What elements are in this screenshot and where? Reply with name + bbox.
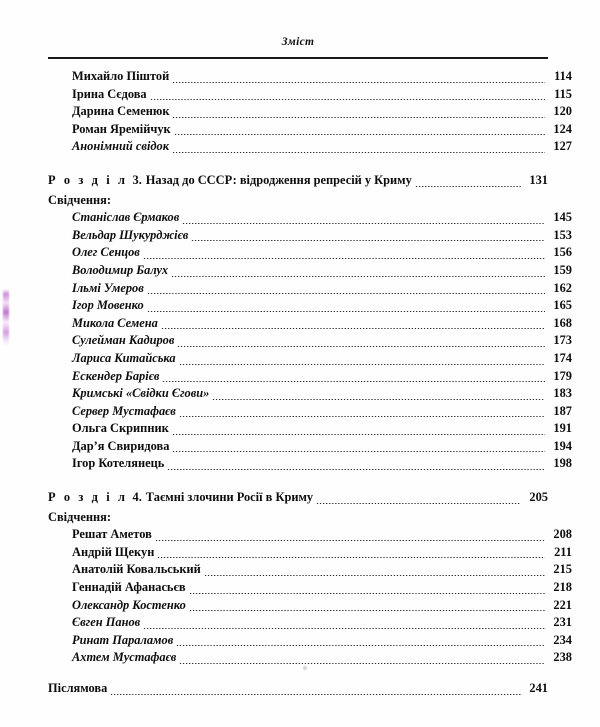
toc-entry-page-number: 162 <box>553 280 572 295</box>
scan-artifact-left-edge <box>3 289 9 346</box>
toc-entry[interactable] <box>48 103 572 121</box>
toc-chapter-title-group <box>48 489 316 507</box>
toc-entry-page-number: 183 <box>553 386 572 401</box>
toc-group-opening <box>48 68 572 156</box>
leader-dots <box>191 230 545 242</box>
toc-entry[interactable] <box>48 297 572 315</box>
leader-dots <box>162 371 545 383</box>
toc-entry[interactable] <box>48 68 572 86</box>
toc-entry-page-number: 165 <box>553 298 572 313</box>
toc-entry[interactable] <box>48 315 572 333</box>
toc-entry-page-number: 124 <box>553 121 572 136</box>
toc-entry-page-number: 234 <box>553 632 572 647</box>
toc-chapter-heading[interactable] <box>48 489 548 507</box>
toc-group-closing <box>48 680 548 698</box>
leader-dots <box>179 354 545 366</box>
toc-entry[interactable] <box>48 86 572 104</box>
toc-entry[interactable] <box>48 455 572 473</box>
table-of-contents <box>48 68 572 698</box>
toc-entry-title: Дарина Семенюк <box>72 104 170 119</box>
leader-dots <box>172 441 545 453</box>
toc-entry[interactable] <box>48 121 572 139</box>
toc-entry-page-number: 221 <box>553 597 572 612</box>
toc-entry-title: Євген Панов <box>72 615 141 630</box>
toc-entry-title: Роман Яремійчук <box>72 121 171 136</box>
toc-group-chapter-entries <box>48 526 572 667</box>
toc-entry-title: Володимир Балух <box>72 262 169 277</box>
toc-entry-page-number: 208 <box>553 527 572 542</box>
toc-entry-page-number: 191 <box>553 421 572 436</box>
leader-dots <box>177 336 545 348</box>
leader-dots <box>189 583 545 595</box>
toc-entry-title: Ринат Параламов <box>72 632 174 647</box>
chapter-number: 3. <box>132 172 142 187</box>
leader-dots <box>415 176 521 188</box>
toc-entry-page-number: 159 <box>553 262 572 277</box>
toc-entry[interactable] <box>48 680 548 698</box>
toc-entry-title: Станіслав Єрмаков <box>72 210 180 225</box>
leader-dots <box>171 266 545 278</box>
toc-entry-title: Решат Аметов <box>72 527 152 542</box>
toc-entry[interactable] <box>48 403 572 421</box>
toc-entry-page-number: 115 <box>554 86 572 101</box>
toc-entry-page-number: 156 <box>553 245 572 260</box>
toc-entry[interactable] <box>48 332 572 350</box>
toc-entry[interactable] <box>48 385 572 403</box>
leader-dots <box>161 318 545 330</box>
leader-dots <box>212 389 545 401</box>
leader-dots <box>143 248 545 260</box>
chapter-number: 4. <box>132 490 142 505</box>
leader-dots <box>143 618 545 630</box>
toc-entry[interactable] <box>48 350 572 368</box>
toc-entry-title: Анонімний свідок <box>72 139 170 154</box>
toc-entry-page-number: 238 <box>553 650 572 665</box>
toc-entry[interactable] <box>48 597 572 615</box>
chapter-page-number: 131 <box>529 172 548 187</box>
toc-entry[interactable] <box>48 209 572 227</box>
toc-entry[interactable] <box>48 262 572 280</box>
chapter-section-label: Свідчення: <box>48 509 111 524</box>
leader-dots <box>110 684 521 696</box>
toc-entry-title: Лариса Китайська <box>72 350 176 365</box>
leader-dots <box>155 530 545 542</box>
toc-entry-page-number: 241 <box>529 681 548 695</box>
leader-dots <box>182 213 545 225</box>
toc-entry-title: Ахтем Мустафаєв <box>72 650 177 665</box>
leader-dots <box>172 142 545 154</box>
toc-entry-title: Ігор Котелянець <box>72 456 165 471</box>
toc-entry-title: Ескендер Барієв <box>72 368 160 383</box>
toc-entry[interactable] <box>48 420 572 438</box>
toc-entry-title: Микола Семена <box>72 315 158 330</box>
toc-entry[interactable] <box>48 579 572 597</box>
leader-dots <box>172 72 545 84</box>
toc-entry-title: Михайло Піштой <box>72 69 170 83</box>
toc-entry-page-number: 187 <box>553 403 572 418</box>
running-head: Зміст <box>281 36 315 48</box>
toc-entry-title: Андрій Щекун <box>72 544 155 559</box>
chapter-section-label: Свідчення: <box>48 192 111 207</box>
leader-dots <box>147 301 545 313</box>
chapter-title: Таємні злочини Росії в Криму <box>145 490 314 505</box>
leader-dots <box>176 635 545 647</box>
toc-entry-title: Олександр Костенко <box>72 597 186 612</box>
toc-entry-page-number: 127 <box>553 139 572 154</box>
toc-entry-page-number: 120 <box>553 104 572 119</box>
leader-dots <box>172 424 545 436</box>
leader-dots <box>172 107 545 119</box>
leader-dots <box>179 406 545 418</box>
toc-entry[interactable] <box>48 438 572 456</box>
toc-entry-title: Сулейман Кадиров <box>72 333 175 348</box>
toc-entry-page-number: 168 <box>553 315 572 330</box>
toc-group-chapter-entries <box>48 209 572 473</box>
header-rule <box>48 57 548 59</box>
toc-entry-page-number: 218 <box>553 580 572 595</box>
toc-entry-title: Сервер Мустафаєв <box>72 403 176 418</box>
leader-dots <box>167 459 545 471</box>
toc-entry[interactable] <box>48 649 572 667</box>
toc-entry[interactable] <box>48 227 572 245</box>
leader-dots <box>204 565 545 577</box>
toc-entry[interactable] <box>48 368 572 386</box>
toc-entry[interactable] <box>48 280 572 298</box>
chapter-title: Назад до СССР: відродження репресій у Криму <box>145 172 412 187</box>
toc-entry-page-number: 211 <box>554 544 572 559</box>
toc-entry-page-number: 114 <box>554 69 572 83</box>
toc-entry-title: Ігор Мовенко <box>72 298 144 313</box>
toc-entry-page-number: 173 <box>553 333 572 348</box>
toc-entry[interactable] <box>48 561 572 579</box>
toc-entry-title: Дар’я Свиридова <box>72 438 170 453</box>
leader-dots <box>150 89 545 101</box>
chapter-label: Р о з д і л <box>48 172 128 187</box>
leader-dots <box>316 493 521 505</box>
leader-dots <box>157 547 545 559</box>
leader-dots <box>179 653 545 665</box>
toc-entry-title: Ольга Скрипник <box>72 421 169 436</box>
toc-entry-page-number: 194 <box>553 438 572 453</box>
toc-entry-title: Анатолій Ковальський <box>72 562 201 577</box>
toc-chapter-title-group <box>48 172 415 190</box>
toc-entry-title: Кримські «Свідки Єгови» <box>72 386 210 401</box>
toc-entry-page-number: 153 <box>553 227 572 242</box>
toc-entry-title: Післямова <box>48 681 108 695</box>
toc-entry[interactable] <box>48 632 572 650</box>
toc-entry[interactable] <box>48 138 572 156</box>
toc-entry-title: Ірина Сєдова <box>72 86 147 101</box>
toc-entry-page-number: 215 <box>553 562 572 577</box>
toc-entry-page-number: 198 <box>553 456 572 471</box>
leader-dots <box>174 124 545 136</box>
toc-entry-page-number: 231 <box>553 615 572 630</box>
toc-entry-title: Геннадій Афанасьєв <box>72 580 186 595</box>
leader-dots <box>147 283 545 295</box>
toc-entry[interactable] <box>48 244 572 262</box>
chapter-label: Р о з д і л <box>48 490 128 505</box>
toc-entry-title: Вельдар Шукурджієв <box>72 227 189 242</box>
toc-entry-title: Олег Сенцов <box>72 245 140 260</box>
toc-entry[interactable] <box>48 544 572 562</box>
toc-entry-page-number: 179 <box>553 368 572 383</box>
toc-chapter-heading[interactable] <box>48 172 548 190</box>
toc-entry-page-number: 145 <box>553 210 572 225</box>
toc-entry-page-number: 174 <box>553 350 572 365</box>
toc-entry-title: Ільмі Умеров <box>72 280 144 295</box>
toc-entry[interactable] <box>48 614 572 632</box>
chapter-page-number: 205 <box>529 490 548 505</box>
leader-dots <box>189 600 545 612</box>
toc-entry[interactable] <box>48 526 572 544</box>
